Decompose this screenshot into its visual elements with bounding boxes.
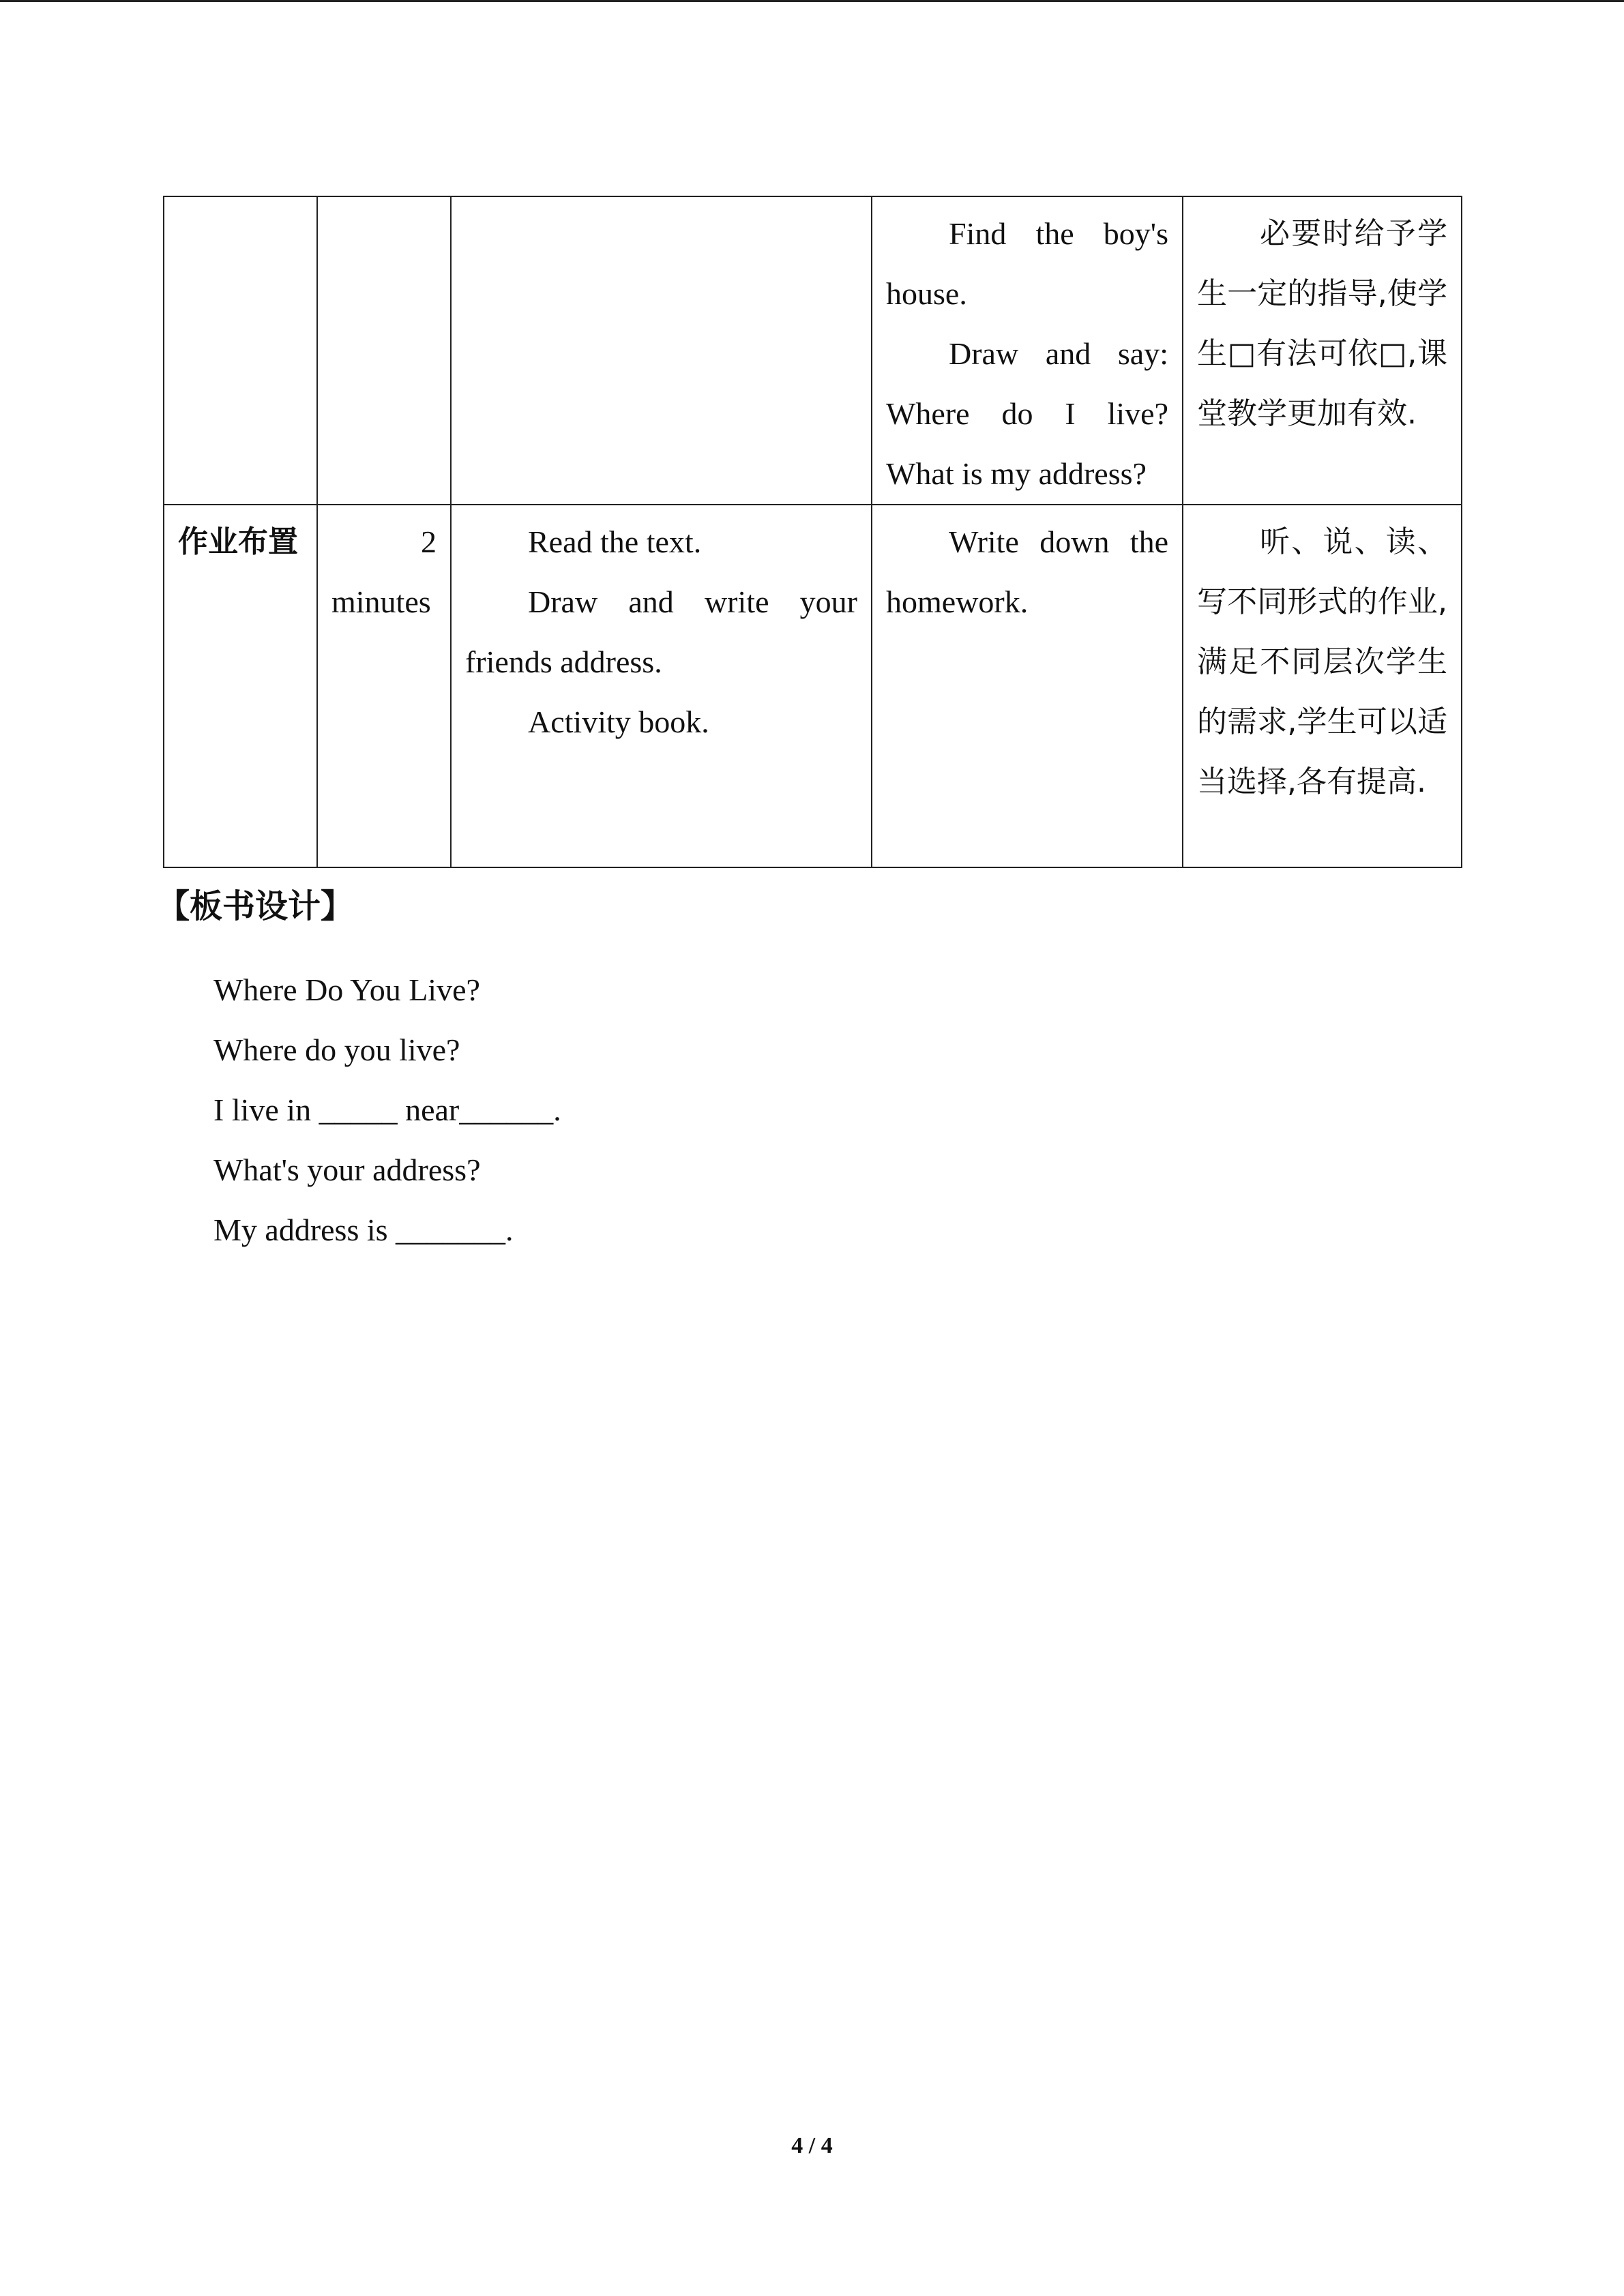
- student-activity-cell: [872, 196, 1183, 505]
- board-line: My address is _______.: [213, 1212, 514, 1247]
- design-intent-text: 必要时给予学生一定的指导,使学生□有法可依□,课堂教学更加有效.: [1197, 216, 1447, 431]
- activity-text: Draw and say: Where do I live? What is my address?: [886, 336, 1168, 491]
- board-line: Where Do You Live?: [213, 972, 480, 1007]
- board-line: Where do you live?: [213, 1032, 460, 1067]
- student-activity-cell: [872, 505, 1183, 867]
- table-row: [164, 196, 1462, 505]
- time-cell: [317, 505, 451, 867]
- activity-text: Read the text.: [528, 524, 702, 559]
- board-line: I live in _____ near______.: [213, 1092, 561, 1127]
- board-line: What's your address?: [213, 1152, 481, 1187]
- design-intent-cell: [1183, 505, 1462, 867]
- activity-text: Draw and write your friends address.: [465, 584, 857, 679]
- activity-text: Write down the homework.: [886, 524, 1168, 619]
- time-number: 2: [421, 524, 437, 559]
- stage-label: 作业布置: [178, 524, 298, 559]
- activity-text: Activity book.: [528, 704, 709, 739]
- table-cell-empty: [451, 196, 872, 505]
- lesson-plan-table: [163, 196, 1462, 868]
- table-row: [164, 505, 1462, 867]
- design-intent-text: 听、说、读、写不同形式的作业,满足不同层次学生的需求,学生可以适当选择,各有提高.: [1197, 524, 1447, 799]
- table-cell-empty: [317, 196, 451, 505]
- section-title: 【板书设计】: [157, 887, 354, 925]
- table-cell-empty: [164, 196, 317, 505]
- board-design-list: [213, 960, 561, 1260]
- activity-text: Find the boy's house.: [886, 216, 1168, 311]
- stage-cell: [164, 505, 317, 867]
- design-intent-cell: [1183, 196, 1462, 505]
- page-top-border: [0, 0, 1624, 2]
- teacher-activity-cell: [451, 505, 872, 867]
- time-unit: minutes: [331, 584, 431, 619]
- page-number: 4 / 4: [791, 2133, 833, 2158]
